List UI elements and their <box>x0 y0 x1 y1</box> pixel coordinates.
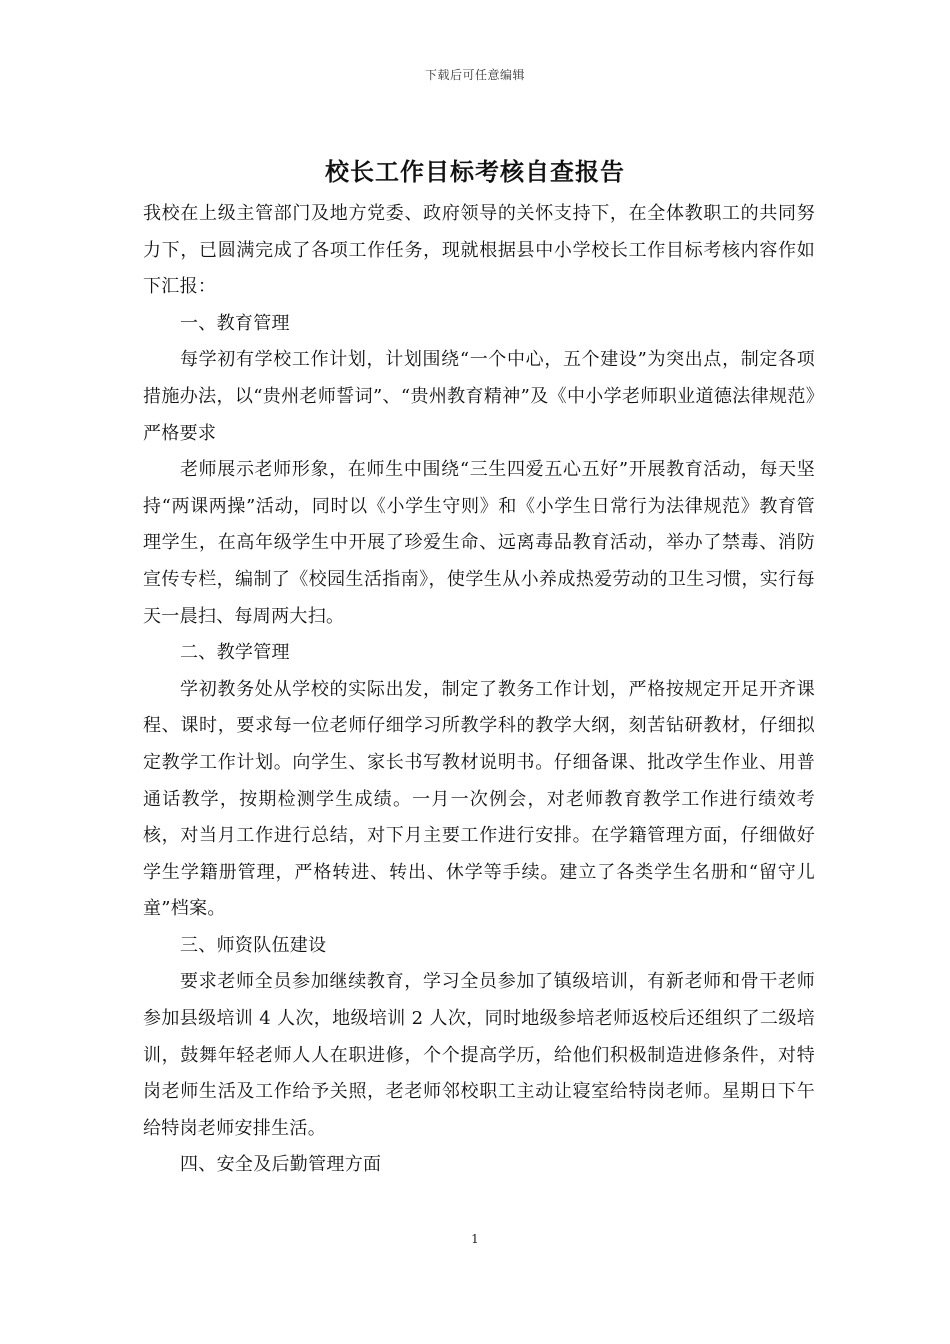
paragraph-staff: 要求老师全员参加继续教育，学习全员参加了镇级培训，有新老师和骨干老师参加县级培训 4 人次，地级培训 2 人次，同时地级参培老师返校后还组织了二级培训，鼓舞年轻老师人人在职进修，个个提高学历，给他们积极制造进修条件，对特岗老师生活及工作给予关照，老老师邻校职工主动让寝室给特岗老师。星期日下午给特岗老师安排生活。 <box>143 971 815 1139</box>
intro-paragraph: 我校在上级主管部门及地方党委、政府领导的关怀支持下，在全体教职工的共同努力下，已圆满完成了各项工作任务，现就根据县中小学校长工作目标考核内容作如下汇报： <box>143 203 815 298</box>
section-heading-safety: 四、安全及后勤管理方面 <box>180 1154 382 1176</box>
paragraph-education-activities: 老师展示老师形象，在师生中围绕“三生四爱五心五好”开展教育活动，每天坚持“两课两操”活动，同时以《小学生守则》和《小学生日常行为法律规范》教育管理学生，在高年级学生中开展了珍爱生命、远离毒品教育活动，举办了禁毒、消防宣传专栏，编制了《校园生活指南》，使学生从小养成热爱劳动的卫生习惯，实行每天一晨扫、每周两大扫。 <box>143 459 815 627</box>
document-title: 校长工作目标考核自查报告 <box>325 158 625 186</box>
document-body <box>143 196 815 1184</box>
paragraph-education-plan: 每学初有学校工作计划，计划围绕“一个中心，五个建设”为突出点，制定各项措施办法，以“贵州老师誓词”、“贵州教育精神”及《中小学老师职业道德法律规范》严格要求 <box>143 349 815 444</box>
section-heading-staff: 三、师资队伍建设 <box>180 934 327 956</box>
section-heading-teaching: 二、教学管理 <box>180 642 290 664</box>
page-number: 1 <box>471 1232 479 1246</box>
header-note: 下载后可任意编辑 <box>424 68 525 82</box>
section-heading-education: 一、教育管理 <box>180 312 290 334</box>
paragraph-teaching: 学初教务处从学校的实际出发，制定了教务工作计划，严格按规定开足开齐课程、课时，要求每一位老师仔细学习所教学科的教学大纲，刻苦钻研教材，仔细拟定教学工作计划。向学生、家长书写教材说明书。仔细备课、批改学生作业、用普通话教学，按期检测学生成绩。一月一次例会，对老师教育教学工作进行绩效考核，对当月工作进行总结，对下月主要工作进行安排。在学籍管理方面，仔细做好学生学籍册管理，严格转进、转出、休学等手续。建立了各类学生名册和“留守儿童”档案。 <box>143 678 815 920</box>
